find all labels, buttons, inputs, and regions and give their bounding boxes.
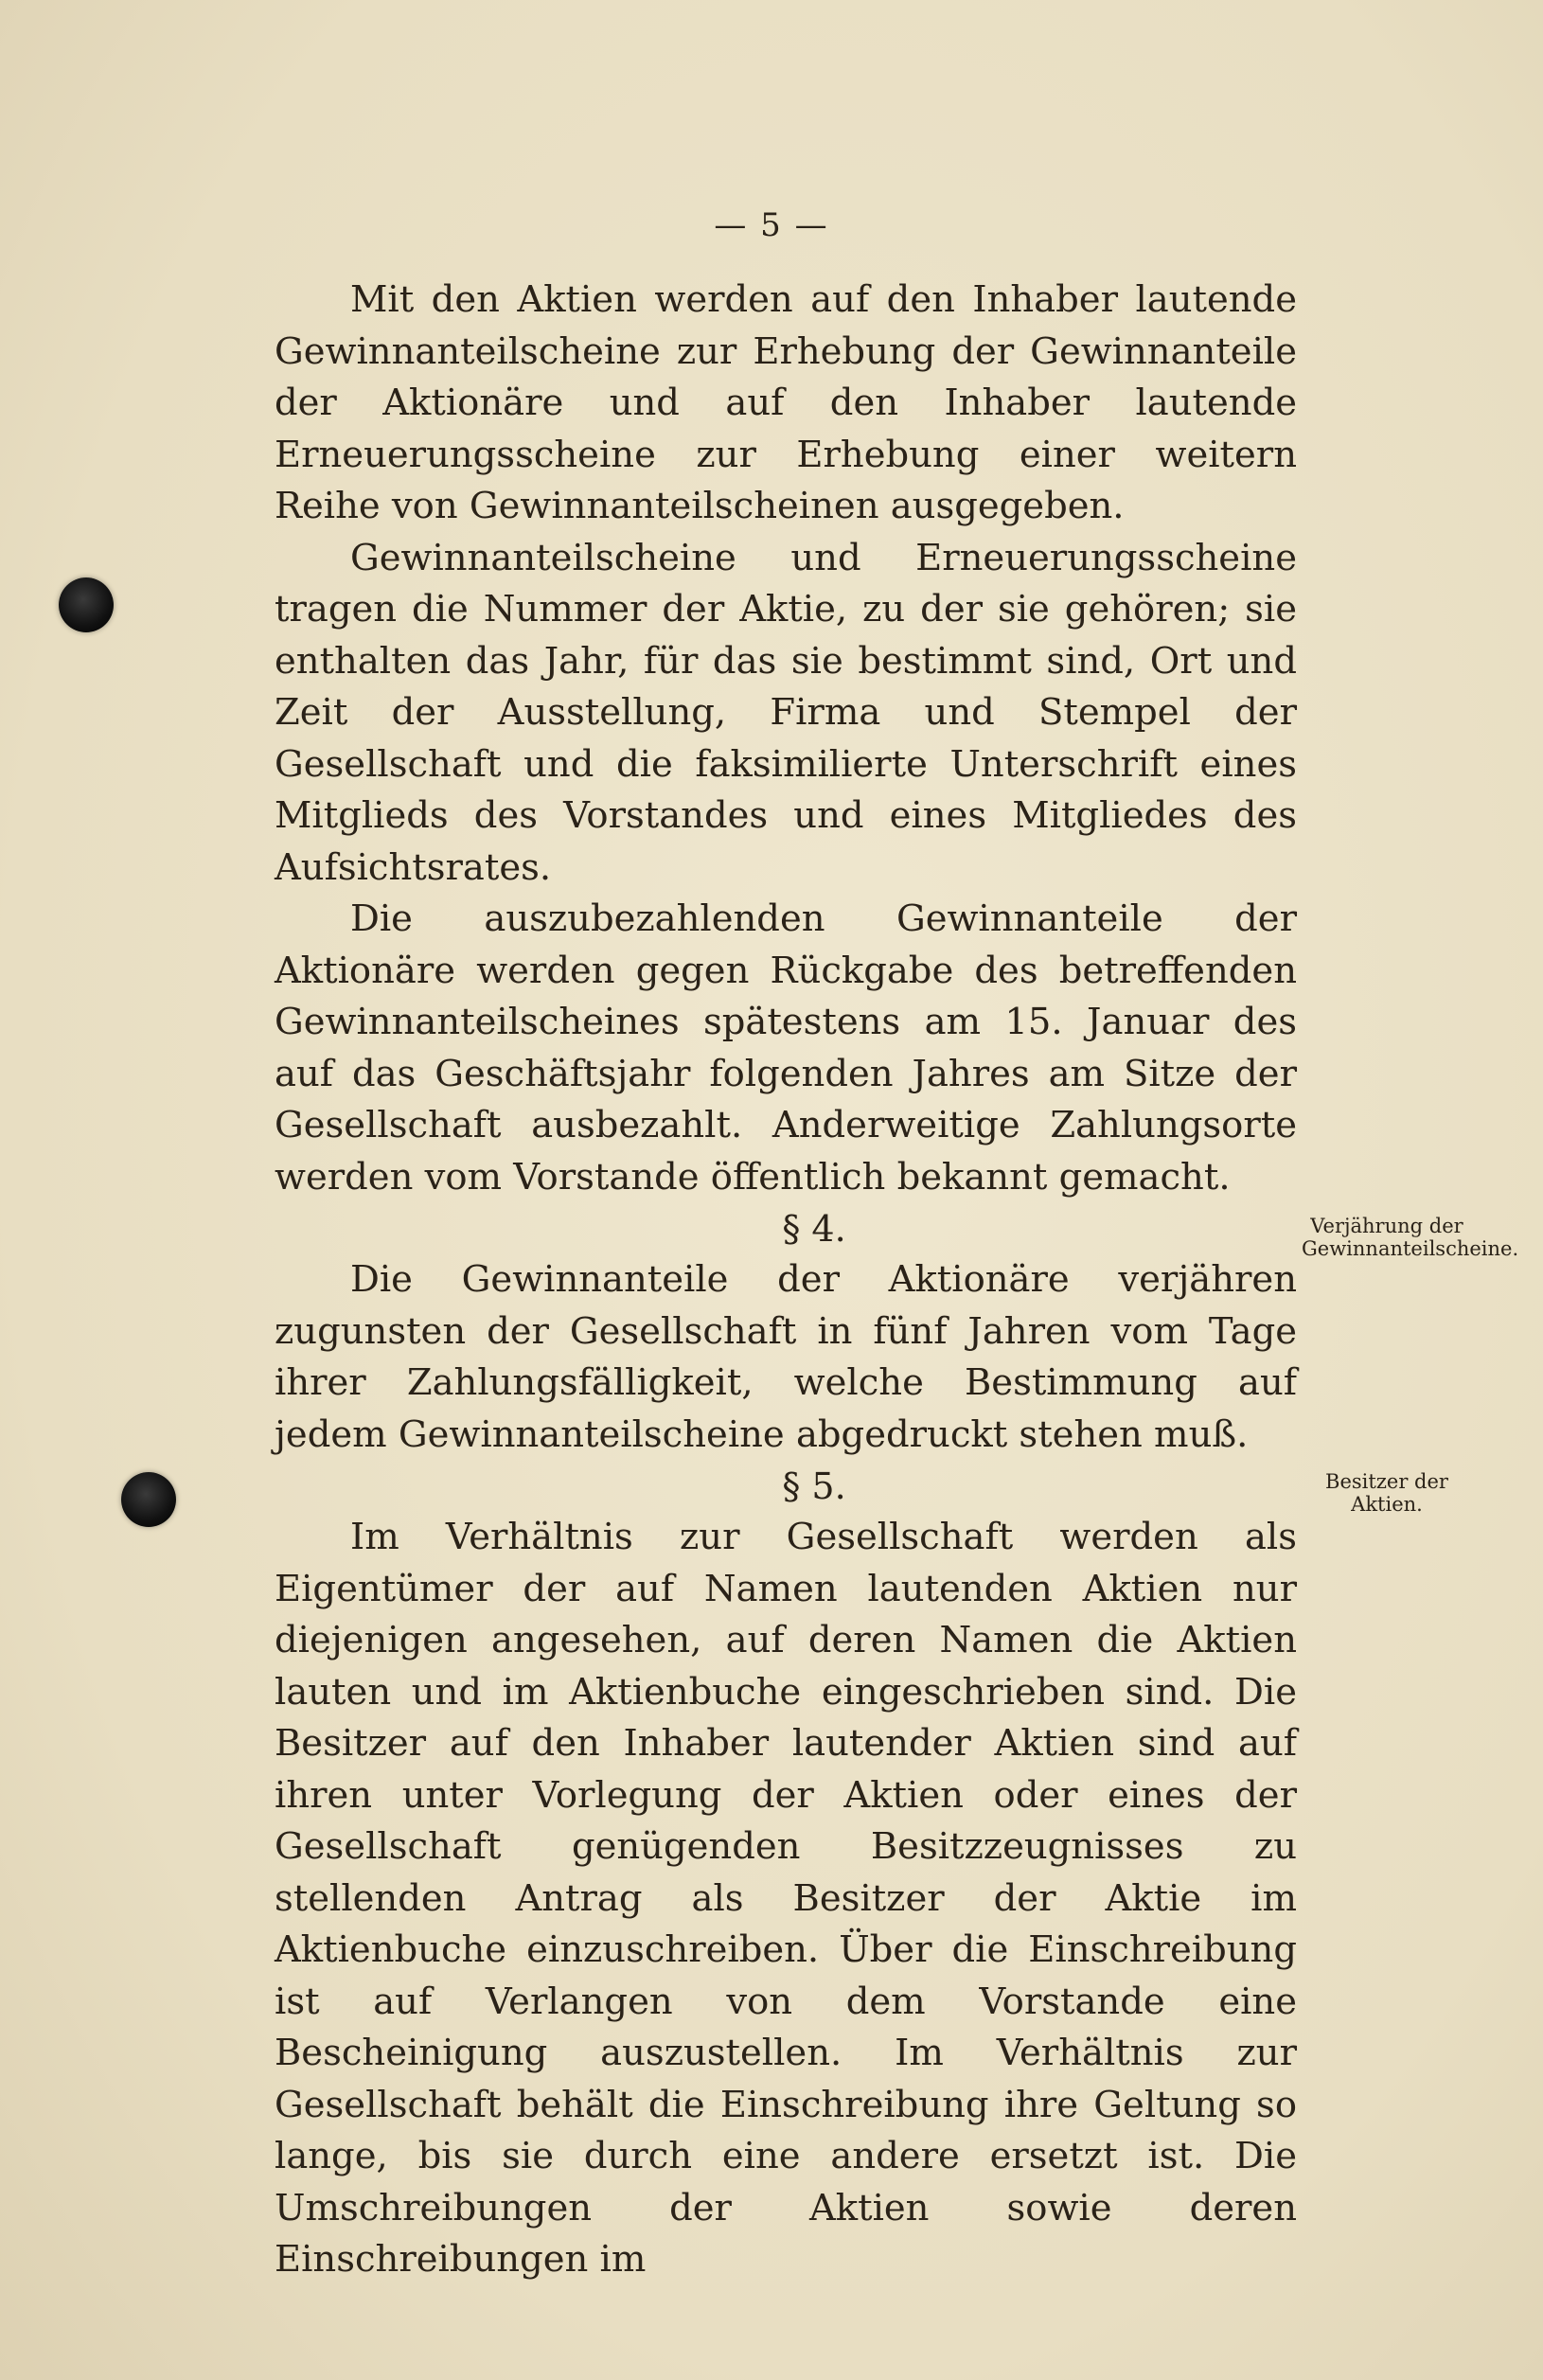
- margin-note-verjaehrung: Verjährung der Gewinnanteilscheine.: [1302, 1215, 1519, 1260]
- punch-hole-bottom: [121, 1472, 176, 1527]
- page-number: — 5 —: [714, 206, 829, 244]
- paragraph-4: Die Gewinnanteile der Aktionäre verjähren zugunsten der Gesellschaft in fünf Jahren vom Tage ihrer Zahlungsfälligkeit, welche Bestimmung auf jedem Gewinnanteilscheine abgedruckt stehen muß.: [275, 1258, 1297, 1456]
- paragraph-2: Gewinnanteilscheine und Erneuerungsscheine tragen die Nummer der Aktie, zu der sie gehören; sie enthalten das Jahr, für das sie bestimmt sind, Ort und Zeit der Ausstellung, Firma und Stempel der Gesellschaft und die faksimilierte Unterschrift eines Mitglieds des Vorstandes und eines Mitgliedes des Aufsichtsrates.: [275, 536, 1297, 889]
- body-text: [275, 275, 1297, 2286]
- margin-note-besitzer: Besitzer der Aktien.: [1325, 1470, 1448, 1516]
- paragraph-5: Im Verhältnis zur Gesellschaft werden als Eigentümer der auf Namen lautenden Aktien nur diejenigen angesehen, auf deren Namen die Aktien lauten und im Aktienbuche eingeschrieben sind. Die Besitzer auf den Inhaber lautender Aktien sind auf ihren unter Vorlegung der Aktien oder eines der Gesellschaft genügenden Besitzzeugnisses zu stellenden Antrag als Besitzer der Aktie im Aktienbuche einzuschreiben. Über die Einschreibung ist auf Verlangen von dem Vorstande eine Bescheinigung auszustellen. Im Verhältnis zur Gesellschaft behält die Einschreibung ihre Geltung so lange, bis sie durch eine andere ersetzt ist. Die Umschreibungen der Aktien sowie deren Einschreibungen im: [275, 1516, 1297, 2281]
- punch-hole-top: [59, 577, 114, 632]
- section-heading-4: § 4.: [782, 1208, 846, 1250]
- section-heading-5: § 5.: [782, 1465, 846, 1507]
- paragraph-3: Die auszubezahlenden Gewinnanteile der Aktionäre werden gegen Rückgabe des betreffenden Gewinnanteilscheines spätestens am 15. Januar des auf das Geschäftsjahr folgenden Jahres am Sitze der Gesellschaft ausbezahlt. Anderweitige Zahlungsorte werden vom Vorstande öffentlich bekannt gemacht.: [275, 897, 1297, 1199]
- paragraph-1: Mit den Aktien werden auf den Inhaber lautende Gewinnanteilscheine zur Erhebung der Gewinnanteile der Aktionäre und auf den Inhaber lautende Erneuerungsscheine zur Erhebung einer weitern Reihe von Gewinnanteilscheinen ausgegeben.: [275, 278, 1297, 527]
